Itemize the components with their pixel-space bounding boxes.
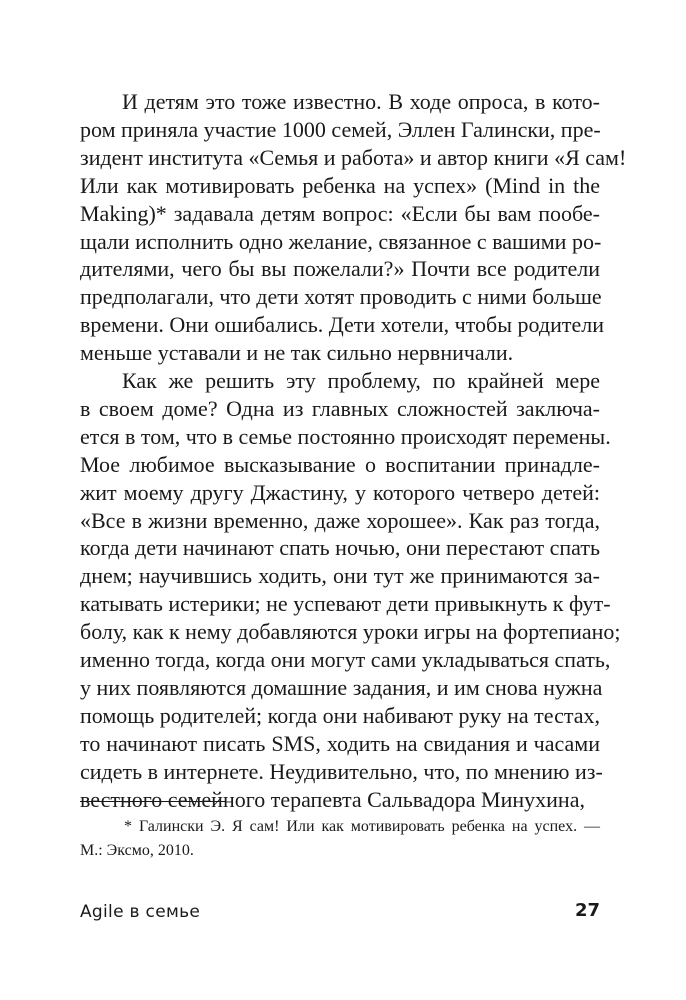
text-line: жит моему другу Джастину, у которого четверо детей:: [80, 479, 600, 505]
footnote-line-1: * Галински Э. Я сам! Или как мотивировать ребенка на успех. —: [124, 818, 600, 835]
text-line: ром приняла участие 1000 семей, Эллен Галински, пре-: [80, 116, 601, 142]
text-line: зидент института «Семья и работа» и автор книги «Я сам!: [80, 144, 627, 170]
text-line: то начинают писать SMS, ходить на свидания и часами: [80, 730, 600, 756]
text-line: у них появляются домашние задания, и им снова нужна: [80, 674, 603, 700]
text-line: предполагали, что дети хотят проводить с ними больше: [80, 284, 602, 310]
footnote-divider: [80, 801, 225, 802]
text-line: болу, как к нему добавляются уроки игры на фортепиано;: [80, 619, 621, 645]
text-line: днем; научившись ходить, они тут же принимаются за-: [80, 563, 600, 589]
text-line: в своем доме? Одна из главных сложностей заключа-: [80, 395, 600, 421]
text-line: Или как мотивировать ребенка на успех» (Mind in the: [80, 172, 600, 198]
text-line: катывать истерики; не успевают дети привыкнуть к фут-: [80, 591, 611, 617]
text-line: ется в том, что в семье постоянно происходят перемены.: [80, 423, 611, 449]
text-line: Как же решить эту проблему, по крайней мере: [122, 368, 600, 393]
text-line: Мое любимое высказывание о воспитании принадле-: [80, 451, 600, 477]
text-line: дителями, чего бы вы пожелали?» Почти все родители: [80, 256, 600, 282]
text-line: меньше уставали и не так сильно нервничали.: [80, 340, 514, 366]
text-line: вестного семейного терапевта Сальвадора Минухина,: [80, 786, 585, 812]
text-line: «Все в жизни временно, даже хорошее». Как раз тогда,: [80, 507, 600, 533]
text-line: сидеть в интернете. Неудивительно, что, по мнению из-: [80, 758, 603, 784]
text-line: щали исполнить одно желание, связанное с вашими ро-: [80, 228, 602, 254]
text-line: когда дети начинают спать ночью, они перестают спать: [80, 535, 600, 561]
page-number: 27: [574, 900, 600, 921]
text-line: помощь родителей; когда они набивают руку на тестах,: [80, 702, 600, 728]
running-title: Agile в семье: [80, 902, 201, 922]
text-line: Making)* задавала детям вопрос: «Если бы вам пообе-: [80, 200, 600, 226]
text-line: именно тогда, когда они могут сами укладываться спать,: [80, 647, 611, 672]
footnote-line-2: М.: Эксмо, 2010.: [80, 842, 194, 859]
text-line: И детям это тоже известно. В ходе опроса, в кото-: [122, 89, 600, 114]
text-line: времени. Они ошибались. Дети хотели, чтобы родители: [80, 312, 604, 338]
